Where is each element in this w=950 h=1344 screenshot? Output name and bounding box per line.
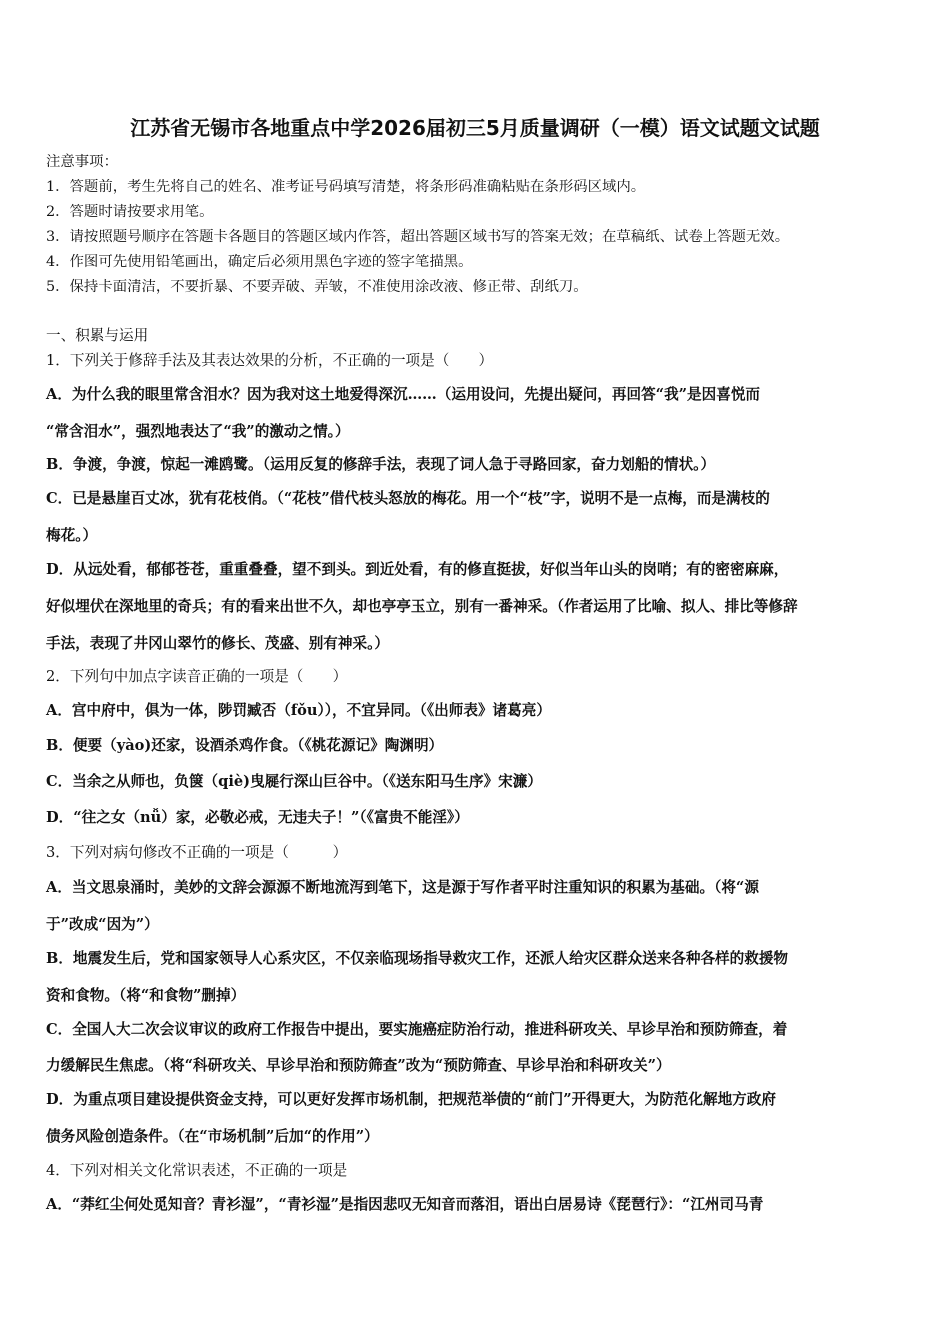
option-b-cont: 资和食物。（将“和食物”删掉） <box>46 987 246 1004</box>
option-c-cont: 力缓解民生焦虑。（将“科研攻关、早诊早治和预防筛查”改为“预防筛查、早诊早治和科研攻关”） <box>46 1057 671 1074</box>
page-title: 江苏省无锡市各地重点中学2026届初三5月质量调研（一模）语文试题文试题 <box>130 116 820 140</box>
option-b: B．争渡，争渡，惊起一滩鸥鹭。（运用反复的修辞手法，表现了词人急于寻路回家，奋力划船的情状。） <box>46 456 716 473</box>
option-c: C．全国人大二次会议审议的政府工作报告中提出，要实施癌症防治行动，推进科研攻关、早诊早治和预防筛查，着 <box>46 1021 788 1038</box>
option-a: A．“莽红尘何处觅知音？青衫湿”，“青衫湿”是指因悲叹无知音而落泪，语出白居易诗《琵琶行》：“江州司马青 <box>46 1196 764 1213</box>
option-a: A．当文思泉涌时，美妙的文辞会源源不断地流泻到笔下，这是源于写作者平时注重知识的积累为基础。（将“源 <box>46 879 759 896</box>
notice-heading: 注意事项： <box>46 154 118 170</box>
notice-item: 2．答题时请按要求用笔。 <box>46 204 214 220</box>
section-heading: 一、积累与运用 <box>46 327 149 344</box>
notice-item: 4．作图可先使用铅笔画出，确定后必须用黑色字迹的签字笔描黑。 <box>46 254 473 270</box>
question-stem: 1．下列关于修辞手法及其表达效果的分析，不正确的一项是（ ） <box>46 352 494 369</box>
notice-item: 5．保持卡面清洁，不要折暴、不要弄破、弄皱，不准使用涂改液、修正带、刮纸刀。 <box>46 279 588 295</box>
option-a: A．宫中府中，俱为一体，陟罚臧否（fǒu）），不宜异同。（《出师表》诸葛亮） <box>46 702 551 719</box>
option-c: C．当余之从师也，负箧（qiè)曳屣行深山巨谷中。（《送东阳马生序》宋濂） <box>46 773 542 790</box>
question-stem: 2．下列句中加点字读音正确的一项是（ ） <box>46 668 348 685</box>
option-c: C．已是悬崖百丈冰，犹有花枝俏。（“花枝”借代枝头怒放的梅花。用一个“枝”字，说明不是一点梅，而是满枝的 <box>46 490 770 507</box>
option-d-cont: 好似埋伏在深地里的奇兵；有的看来出世不久，却也亭亭玉立，别有一番神采。（作者运用了比喻、拟人、排比等修辞 <box>46 598 798 615</box>
option-d-cont: 手法，表现了井冈山翠竹的修长、茂盛、别有神采。） <box>46 635 389 652</box>
notice-item: 1．答题前，考生先将自己的姓名、准考证号码填写清楚，将条形码准确粘贴在条形码区域内。 <box>46 179 646 195</box>
question-stem: 4．下列对相关文化常识表述，不正确的一项是 <box>46 1162 348 1179</box>
option-b: B．便要（yào)还家，设酒杀鸡作食。（《桃花源记》陶渊明） <box>46 737 444 754</box>
option-c-cont: 梅花。） <box>46 527 98 544</box>
option-d: D．“往之女（nǚ）家，必敬必戒，无违夫子！”（《富贵不能淫》） <box>46 809 469 826</box>
question-stem: 3．下列对病句修改不正确的一项是（ ） <box>46 844 348 861</box>
option-b: B．地震发生后，党和国家领导人心系灾区，不仅亲临现场指导救灾工作，还派人给灾区群众送来各种各样的救援物 <box>46 950 789 967</box>
option-a: A．为什么我的眼里常含泪水？因为我对这土地爱得深沉……（运用设问，先提出疑问，再回答“我”是因喜悦而 <box>46 386 761 403</box>
option-a-cont: “常含泪水”，强烈地表达了“我”的激动之情。） <box>46 423 350 440</box>
option-d: D．为重点项目建设提供资金支持，可以更好发挥市场机制，把规范举债的“前门”开得更大，为防范化解地方政府 <box>46 1091 776 1108</box>
notice-item: 3．请按照题号顺序在答题卡各题目的答题区域内作答，超出答题区域书写的答案无效；在草稿纸、试卷上答题无效。 <box>46 229 790 245</box>
option-a-cont: 于”改成“因为”） <box>46 916 159 933</box>
option-d-cont: 债务风险创造条件。（在“市场机制”后加“的作用”） <box>46 1128 379 1145</box>
option-d: D．从远处看，郁郁苍苍，重重叠叠，望不到头。到近处看，有的修直挺拔，好似当年山头的岗哨；有的密密麻麻， <box>46 561 789 578</box>
